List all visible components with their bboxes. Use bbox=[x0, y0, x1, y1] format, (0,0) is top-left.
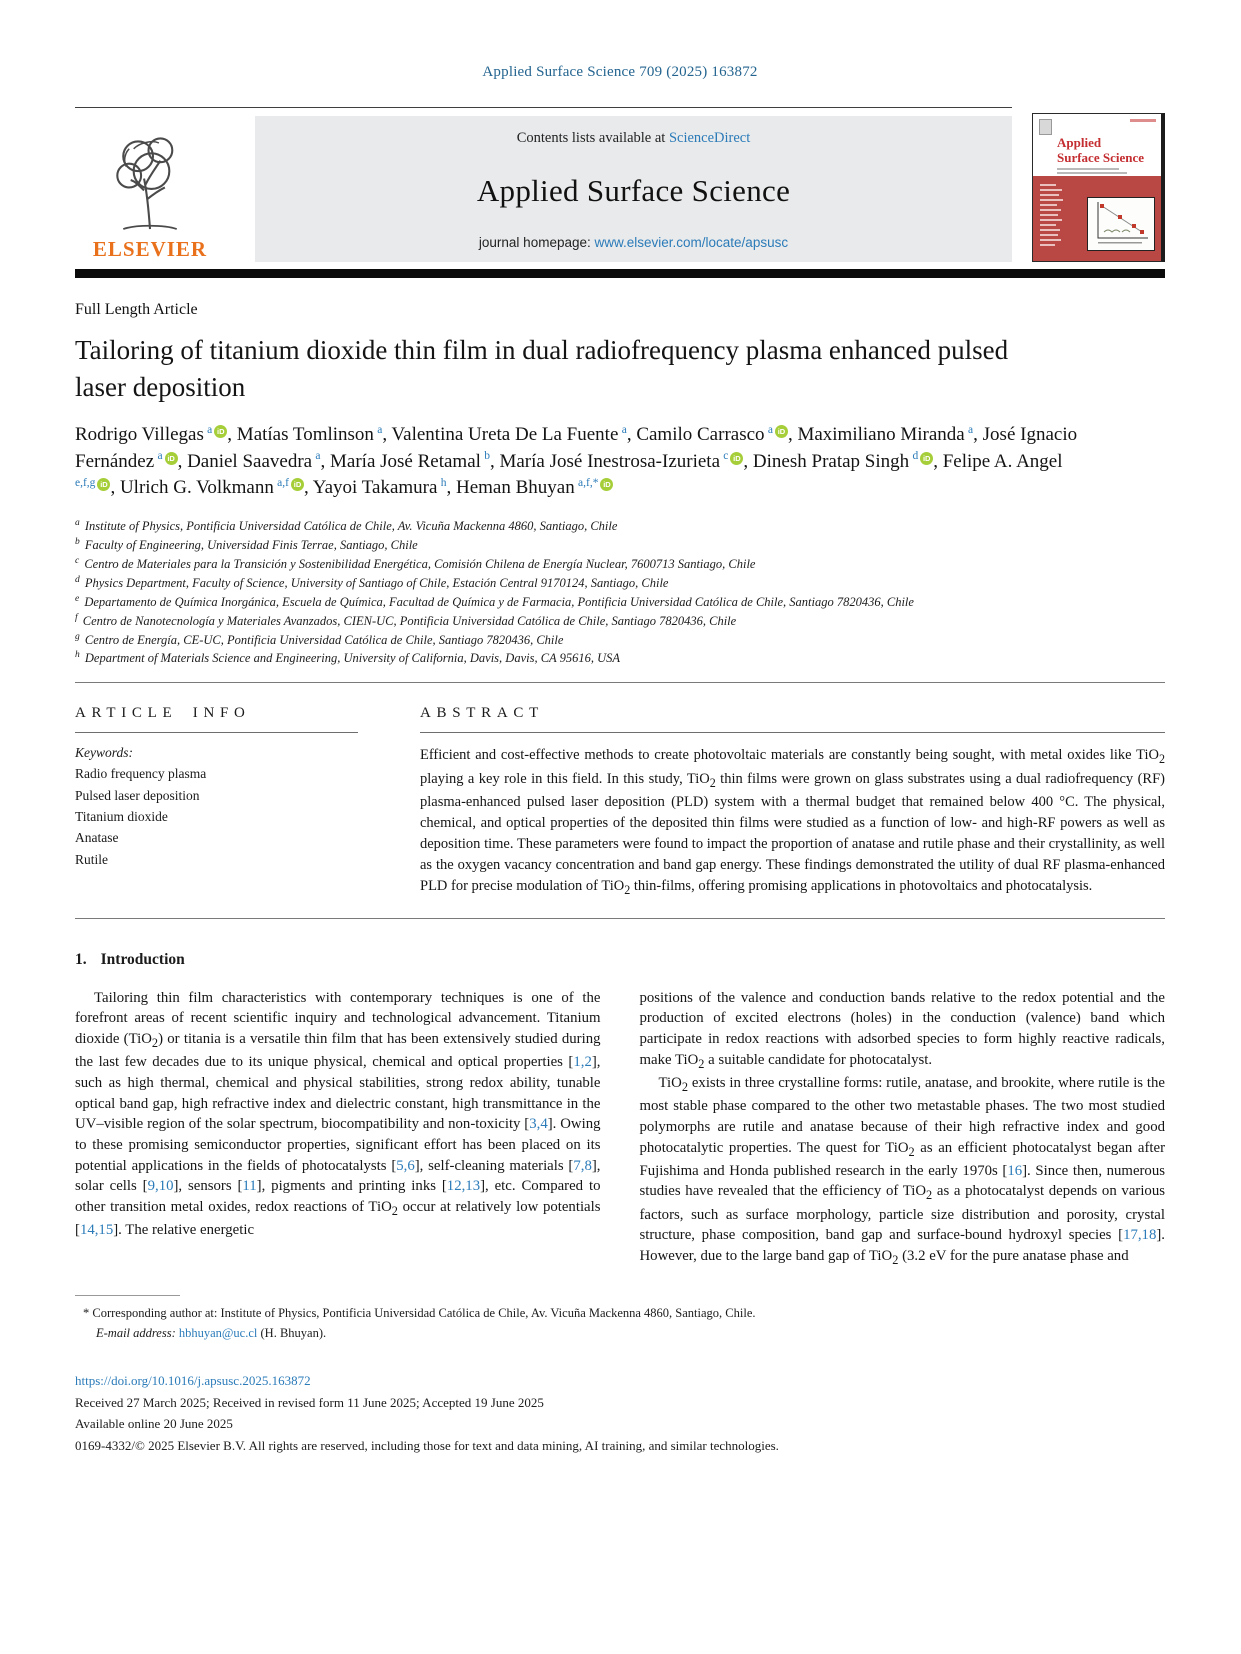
keyword-item: Radio frequency plasma bbox=[75, 766, 207, 782]
affiliation-sup: g bbox=[75, 631, 80, 642]
article-info-column bbox=[75, 697, 358, 899]
orcid-icon[interactable]: iD bbox=[730, 452, 743, 465]
author-name: Ulrich G. Volkmann $^{a,f}$ iD bbox=[120, 477, 304, 498]
affiliation-item bbox=[75, 555, 1165, 574]
author-list: Rodrigo Villegas $^a$ iD , Matías Tomlinson $^a$, Valentina Ureta De La Fuente $^a$, Camilo Carrasco $^a$ iD , Maximiliano Miranda $^a$, José Ignacio Fernández $^a$ iD , Daniel Saavedra $^a$, María José Retamal $^b$, María José Inestrosa-Izurieta $^c$ iD , Dinesh Pratap Singh $^d$ iD , Felipe A. Angel $^{e,f,g}$ iD , Ulrich G. Volkmann $^{a,f}$ iD , Yayoi Takamura $^h$, Heman Bhuyan $^{a,f,*}$ iD bbox=[75, 424, 1078, 498]
section-title: Introduction bbox=[100, 950, 185, 968]
citation-link[interactable]: 9,10 bbox=[147, 1178, 174, 1195]
body-right-column bbox=[640, 988, 1166, 1270]
intro-paragraph-right-1: positions of the valence and conduction bands relative to the redox potential and the production of excited electrons (holes) in the conduction (valence) band which participate in redox reactions with adsorbed species to form highly reactive radicals, make TiO$_2$ a suitable candidate for photocatalyst. bbox=[639, 989, 1165, 1071]
intro-paragraph-left: Tailoring thin film characteristics with contemporary techniques is one of the forefront areas of recent scientific inquiry and technological advancement. Titanium dioxide (TiO$_2$) or titania is a versatile thin film that has been extensively studied during the last few decades due to its unique physical, chemical and optical properties [1,2], such as high thermal, chemical and physical stabilities, strong redox ability, tunable optical band gap, high refractive index and dielectric constant, high transmittance in the UV–visible region of the solar spectrum, biocompatibility and non-toxicity [3,4]. Owing to these promising semiconductor properties, significant effort has been placed on its potential applications in the fields of photocatalysts [5,6], self-cleaning materials [7,8], solar cells [9,10], sensors [11], pigments and printing inks [12,13], etc. Compared to other transition metal oxides, redox reactions of TiO$_2$ occur at relatively low potentials [14,15]. The relative energetic bbox=[75, 989, 601, 1239]
orcid-icon[interactable]: iD bbox=[165, 452, 178, 465]
author-name: María José Inestrosa-Izurieta $^c$ iD bbox=[499, 451, 743, 472]
journal-banner-box bbox=[255, 116, 1012, 262]
article-title: Tailoring of titanium dioxide thin film in dual radiofrequency plasma enhanced pulsed laser deposition bbox=[75, 335, 1009, 402]
body-left-column bbox=[75, 988, 601, 1270]
affiliation-sup: h bbox=[75, 650, 80, 661]
keyword-item: Anatase bbox=[75, 830, 119, 846]
abstract-text: Efficient and cost-effective methods to create photovoltaic materials are constantly being sought, with metal oxides like TiO$_2$ playing a key role in this field. In this study, TiO$_2$ thin films were grown on glass substrates using a dual radiofrequency (RF) plasma-enhanced pulsed laser deposition (PLD) system with a thermal budget that remained below 400 °C. The physical, chemical, and optical properties of the deposited thin films were studied as a function of low- and high-RF powers as well as deposition time. These parameters were found to impact the proportion of anatase and rutile phase and their crystallinity, as well as the oxygen vacancy concentration and band gap energy. These findings demonstrated the utility of dual RF plasma-enhanced PLD for precise modulation of TiO$_2$ thin-films, offering promising applications in photovoltaics and photocatalysis. bbox=[420, 747, 1165, 898]
orcid-icon[interactable]: iD bbox=[97, 478, 110, 491]
journal-banner bbox=[75, 116, 1012, 262]
affiliation-text: Centro de Materiales para la Transición y Sostenibilidad Energética, Comisión Chilena de Energía Nuclear, 7600713 Santiago, Chile bbox=[81, 557, 756, 572]
subscript-text: 2 bbox=[892, 1252, 899, 1267]
email-label: E-mail address: bbox=[96, 1325, 176, 1340]
abstract-heading: ABSTRACT bbox=[420, 705, 544, 722]
author-name: Matías Tomlinson $^a$ bbox=[236, 424, 383, 446]
contents-line bbox=[265, 130, 1002, 147]
author-name: Felipe A. Angel $^{e,f,g}$ iD bbox=[75, 450, 1066, 489]
author-name: Maximiliano Miranda $^a$ bbox=[797, 424, 974, 446]
citation-link[interactable]: 11 bbox=[242, 1178, 257, 1195]
affiliation-text: Departamento de Química Inorgánica, Escuela de Química, Facultad de Química y de Farmacia, Pontificia Universidad Católica de Chile, Santiago 7820436, Chile bbox=[81, 594, 914, 609]
author-name: Valentina Ureta De La Fuente $^a$ bbox=[391, 424, 627, 446]
author-name: Dinesh Pratap Singh $^d$ iD bbox=[753, 451, 933, 472]
orcid-icon[interactable]: iD bbox=[291, 478, 304, 491]
orcid-icon[interactable]: iD bbox=[775, 425, 788, 438]
email-link[interactable]: hbhuyan@uc.cl bbox=[178, 1325, 258, 1340]
section-heading-introduction bbox=[75, 951, 1165, 969]
cover-mini-chart bbox=[1087, 197, 1155, 251]
citation-link[interactable]: 7,8 bbox=[573, 1157, 592, 1174]
journal-header bbox=[75, 107, 1165, 262]
orcid-icon[interactable]: iD bbox=[600, 478, 613, 491]
affiliation-list bbox=[75, 517, 1165, 668]
affiliation-item bbox=[75, 631, 1165, 650]
homepage-prefix: journal homepage: bbox=[478, 235, 595, 250]
article-info-rule bbox=[75, 732, 358, 733]
homepage-link[interactable]: www.elsevier.com/locate/apsusc bbox=[594, 235, 789, 250]
author-affiliation-sup: a bbox=[313, 450, 321, 463]
footnote-block bbox=[75, 1304, 1165, 1344]
orcid-icon[interactable]: iD bbox=[214, 425, 227, 438]
cover-tagline-bar bbox=[1057, 172, 1127, 174]
keyword-item: Titanium dioxide bbox=[75, 809, 168, 824]
affiliation-sup: a bbox=[75, 518, 80, 529]
author-affiliation-sup: a bbox=[765, 424, 773, 437]
affiliation-text: Centro de Nanotecnología y Materiales Avanzados, CIEN-UC, Pontificia Universidad Católica de Chile, Santiago 7820436, Chile bbox=[79, 613, 737, 628]
cover-mini-logo bbox=[1039, 119, 1052, 135]
citation-link[interactable]: 14,15 bbox=[79, 1222, 114, 1239]
cover-tagline-bar bbox=[1057, 168, 1119, 170]
body-columns bbox=[75, 988, 1165, 1270]
author-name: Rodrigo Villegas $^a$ iD bbox=[75, 424, 227, 445]
affiliation-item bbox=[75, 649, 1165, 668]
elsevier-tree-icon bbox=[104, 131, 196, 235]
doi-link[interactable]: https://doi.org/10.1016/j.apsusc.2025.163872 bbox=[75, 1372, 311, 1388]
email-suffix: (H. Bhuyan). bbox=[257, 1325, 327, 1340]
contents-prefix: Contents lists available at bbox=[516, 130, 669, 146]
email-line bbox=[75, 1324, 1165, 1344]
elsevier-logo[interactable] bbox=[75, 116, 225, 262]
affiliation-text: Faculty of Engineering, Universidad Finis Terrae, Santiago, Chile bbox=[81, 538, 418, 553]
author-name: María José Retamal $^b$ bbox=[330, 450, 490, 472]
cover-title: Applied Surface Science bbox=[1057, 135, 1145, 165]
corresponding-author-note: * Corresponding author at: Institute of Physics, Pontificia Universidad Católica de Chile, Av. Vicuña Mackenna 4860, Santiago, Chile. bbox=[83, 1306, 756, 1321]
author-affiliation-sup: d bbox=[910, 450, 919, 463]
author-affiliation-sup: a bbox=[619, 424, 627, 437]
cover-issue-info-bar bbox=[1130, 119, 1156, 122]
affiliation-text: Physics Department, Faculty of Science, University of Santiago of Chile, Estación Central 9170124, Santiago, Chile bbox=[81, 575, 669, 590]
keywords-label: Keywords: bbox=[75, 745, 133, 761]
citation-link[interactable]: 1,2 bbox=[573, 1054, 592, 1071]
subscript-text: 2 bbox=[624, 883, 631, 898]
abstract-rule bbox=[420, 732, 1165, 733]
subscript-text: 2 bbox=[709, 775, 716, 790]
keyword-item: Rutile bbox=[75, 851, 108, 867]
journal-reference: Applied Surface Science 709 (2025) 163872 bbox=[482, 64, 758, 80]
abstract-bottom-rule bbox=[75, 918, 1165, 919]
homepage-line bbox=[265, 235, 1002, 250]
sciencedirect-link[interactable]: ScienceDirect bbox=[668, 130, 751, 146]
affiliation-text: Department of Materials Science and Engineering, University of California, Davis, Davis, CA 95616, USA bbox=[81, 651, 620, 666]
citation-link[interactable]: 5,6 bbox=[396, 1157, 415, 1174]
author-name: Daniel Saavedra $^a$ bbox=[187, 450, 321, 472]
header-divider-bar bbox=[75, 269, 1165, 278]
subscript-text: 2 bbox=[926, 1188, 933, 1203]
available-online-line: Available online 20 June 2025 bbox=[75, 1416, 233, 1432]
author-name: Yayoi Takamura $^h$ bbox=[312, 476, 447, 498]
subscript-text: 2 bbox=[1158, 752, 1165, 767]
author-affiliation-sup: b bbox=[481, 450, 490, 463]
abstract-column bbox=[420, 697, 1165, 899]
section-number: 1. bbox=[75, 950, 87, 968]
affiliation-sup: d bbox=[75, 574, 80, 585]
journal-title: Applied Surface Science bbox=[476, 173, 791, 208]
keywords-list bbox=[75, 763, 358, 870]
received-line: Received 27 March 2025; Received in revised form 11 June 2025; Accepted 19 June 2025 bbox=[75, 1394, 544, 1410]
subscript-text: 2 bbox=[151, 1035, 159, 1050]
header-top-rule bbox=[75, 107, 1012, 108]
affiliation-sup: e bbox=[75, 593, 80, 604]
copyright-line: 0169-4332/© 2025 Elsevier B.V. All rights are reserved, including those for text and data mining, AI training, and similar technologies. bbox=[75, 1438, 779, 1454]
author-affiliation-sup: h bbox=[438, 476, 447, 489]
author-name: Heman Bhuyan $^{a,f,*}$ iD bbox=[456, 477, 613, 498]
author-affiliation-sup: a,f bbox=[274, 476, 289, 489]
author-name: José Ignacio Fernández $^a$ iD bbox=[75, 424, 1078, 472]
subscript-text: 2 bbox=[681, 1079, 688, 1094]
journal-cover-thumbnail[interactable] bbox=[1032, 113, 1165, 262]
author-affiliation-sup: a,f,* bbox=[575, 476, 599, 489]
author-name: Camilo Carrasco $^a$ iD bbox=[636, 424, 788, 445]
author-affiliation-sup: a bbox=[374, 424, 383, 437]
affiliation-item bbox=[75, 612, 1165, 631]
citation-link[interactable]: 17,18 bbox=[1123, 1227, 1157, 1244]
subscript-text: 2 bbox=[698, 1056, 705, 1071]
citation-link[interactable]: 12,13 bbox=[446, 1178, 481, 1195]
affiliation-item bbox=[75, 517, 1165, 536]
cover-red-body bbox=[1033, 176, 1161, 261]
orcid-icon[interactable]: iD bbox=[920, 452, 933, 465]
affiliation-item bbox=[75, 574, 1165, 593]
author-affiliation-sup: a bbox=[204, 424, 213, 437]
author-affiliation-sup: c bbox=[721, 450, 729, 463]
intro-paragraph-right-2: TiO$_2$ exists in three crystalline forms: rutile, anatase, and brookite, where rutile is the most stable phase compared to the other two metastable phases. The two most studied polymorphs are rutile and anatase because of their high refractive index and good photocatalytic properties. The quest for TiO$_2$ as an efficient photocatalyst began after Fujishima and Honda published research in the early 1970s [16]. Since then, numerous studies have revealed that the efficiency of TiO$_2$ as a photocatalyst depends on various factors, such as surface morphology, particle size distribution and porosity, crystal structure, phase composition, band gap and surface-bound hydroxyl species [17,18]. However, due to the large band gap of TiO$_2$ (3.2 eV for the pure anatase phase and bbox=[639, 1074, 1165, 1267]
affiliation-item bbox=[75, 536, 1165, 555]
author-affiliation-sup: a bbox=[155, 450, 163, 463]
citation-link[interactable]: 3,4 bbox=[529, 1116, 548, 1133]
journal-header-left bbox=[75, 107, 1012, 262]
keyword-item: Pulsed laser deposition bbox=[75, 787, 200, 803]
article-type-label: Full Length Article bbox=[75, 301, 198, 318]
subscript-text: 2 bbox=[391, 1204, 398, 1219]
article-info-heading: ARTICLE INFO bbox=[75, 705, 251, 722]
affiliation-item bbox=[75, 593, 1165, 612]
affiliation-sup: b bbox=[75, 537, 80, 547]
affiliation-sup: f bbox=[75, 612, 78, 623]
author-affiliation-sup: e,f,g bbox=[75, 450, 1066, 489]
footnote-rule bbox=[75, 1295, 180, 1296]
subscript-text: 2 bbox=[908, 1144, 915, 1159]
affiliation-text: Centro de Energía, CE-UC, Pontificia Universidad Católica de Chile, Santiago 7820436, Chile bbox=[81, 632, 564, 647]
author-affiliation-sup: a bbox=[965, 424, 974, 437]
affiliation-text: Institute of Physics, Pontificia Universidad Católica de Chile, Av. Vicuña Mackenna 4860, Santiago, Chile bbox=[81, 519, 618, 534]
citation-link[interactable]: 16 bbox=[1007, 1162, 1023, 1179]
footer-block bbox=[75, 1370, 1165, 1457]
elsevier-wordmark: ELSEVIER bbox=[92, 237, 208, 261]
info-abstract-block bbox=[75, 683, 1165, 917]
affiliation-sup: c bbox=[75, 555, 80, 566]
